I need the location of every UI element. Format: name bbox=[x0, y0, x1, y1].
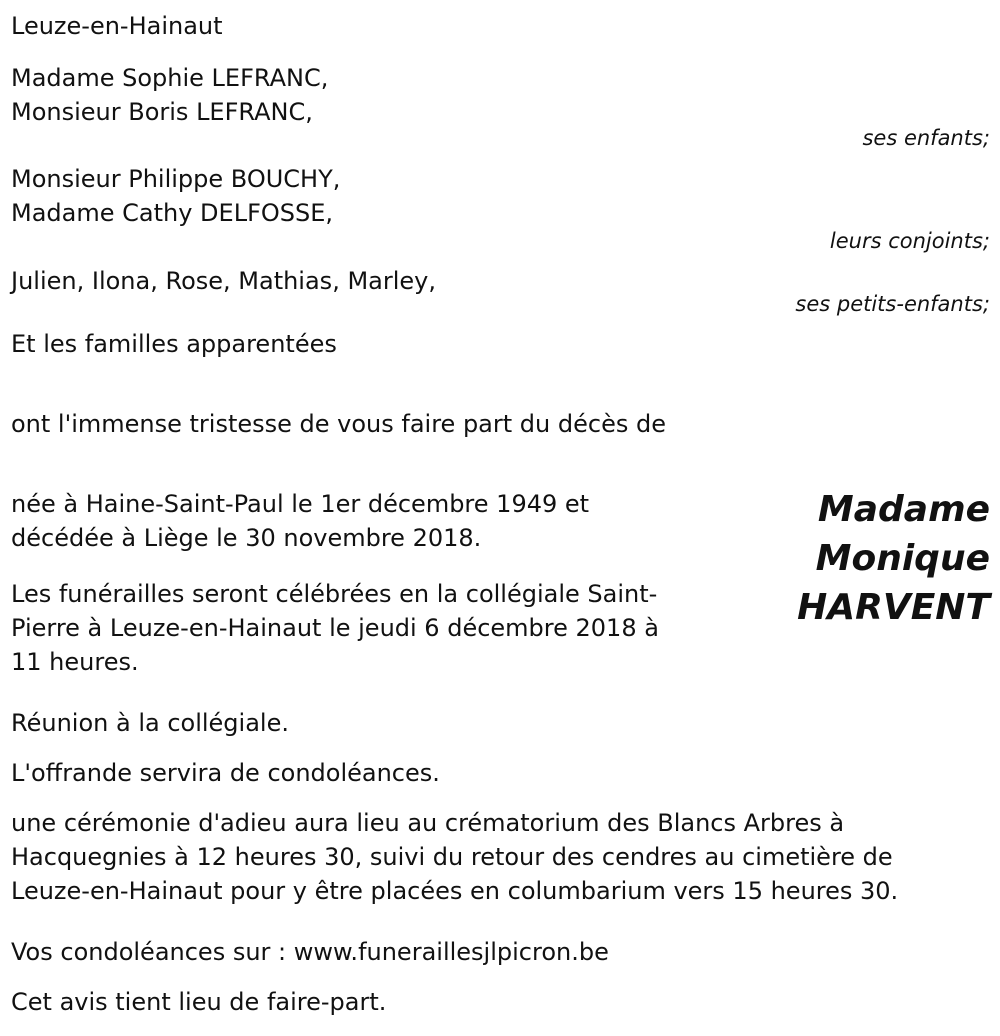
deceased-last-name: HARVENT bbox=[797, 587, 990, 628]
paragraph-line: Les funérailles seront célébrées en la collégiale Saint- bbox=[11, 580, 658, 608]
notice-line: Cet avis tient lieu de faire-part. bbox=[11, 988, 387, 1016]
paragraph-line: une cérémonie d'adieu aura lieu au crématorium des Blancs Arbres à bbox=[11, 809, 845, 837]
paragraph-line: décédée à Liège le 30 novembre 2018. bbox=[11, 524, 482, 552]
grandchildren-role: ses petits-enfants; bbox=[795, 292, 990, 316]
deceased-first-name: Monique bbox=[815, 538, 990, 579]
child-name: Madame Sophie LEFRANC, bbox=[11, 64, 329, 92]
child-name: Monsieur Boris LEFRANC, bbox=[11, 98, 313, 126]
condolences-line: Vos condoléances sur : www.funeraillesjlpicron.be bbox=[11, 938, 609, 966]
birth-death-paragraph bbox=[11, 487, 741, 555]
paragraph-line: Pierre à Leuze-en-Hainaut le jeudi 6 décembre 2018 à bbox=[11, 614, 659, 642]
offering-line: L'offrande servira de condoléances. bbox=[11, 759, 440, 787]
spouses-list bbox=[11, 162, 340, 230]
location-heading: Leuze-en-Hainaut bbox=[11, 12, 223, 40]
meeting-line: Réunion à la collégiale. bbox=[11, 709, 289, 737]
deceased-name bbox=[760, 485, 990, 632]
paragraph-line: Leuze-en-Hainaut pour y être placées en columbarium vers 15 heures 30. bbox=[11, 877, 899, 905]
announcement-line: ont l'immense tristesse de vous faire part du décès de bbox=[11, 410, 666, 438]
paragraph-line: née à Haine-Saint-Paul le 1er décembre 1949 et bbox=[11, 490, 590, 518]
paragraph-line: Hacquegnies à 12 heures 30, suivi du retour des cendres au cimetière de bbox=[11, 843, 893, 871]
funeral-paragraph bbox=[11, 577, 741, 679]
spouse-name: Monsieur Philippe BOUCHY, bbox=[11, 165, 341, 193]
families-line: Et les familles apparentées bbox=[11, 330, 337, 358]
deceased-title: Madame bbox=[817, 489, 990, 530]
spouse-name: Madame Cathy DELFOSSE, bbox=[11, 199, 334, 227]
paragraph-line: 11 heures. bbox=[11, 648, 139, 676]
spouses-role: leurs conjoints; bbox=[829, 229, 990, 253]
children-role: ses enfants; bbox=[862, 126, 990, 150]
grandchildren-list: Julien, Ilona, Rose, Mathias, Marley, bbox=[11, 267, 436, 295]
children-list bbox=[11, 61, 328, 129]
ceremony-paragraph bbox=[11, 806, 996, 908]
